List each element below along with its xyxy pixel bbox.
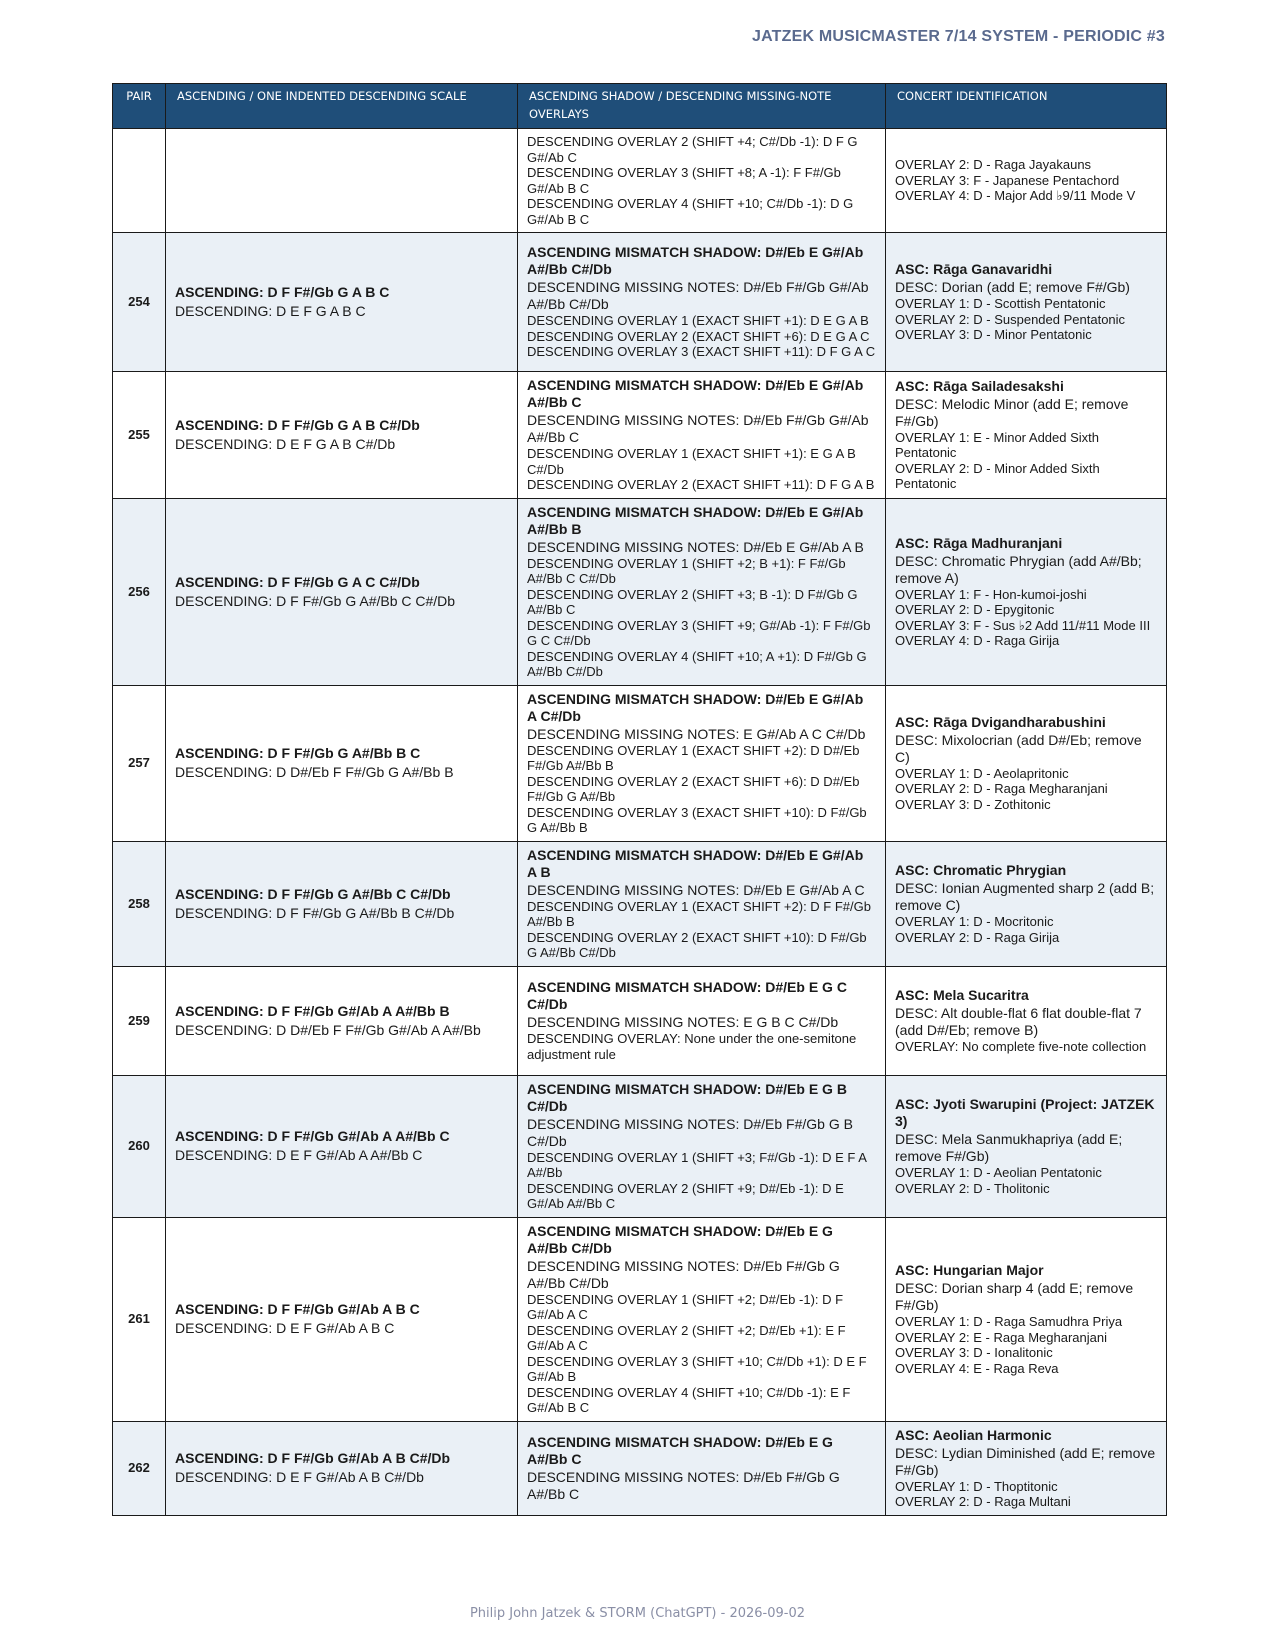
- pair-number: 258: [113, 841, 166, 966]
- desc-identification: DESC: Alt double-flat 6 flat double-flat 7 (add D#/Eb; remove B): [895, 1004, 1142, 1038]
- concert-cell: [886, 1075, 1167, 1217]
- overlay-line: DESCENDING OVERLAY 1 (SHIFT +2; B +1): F F#/Gb A#/Bb C C#/Db: [527, 555, 846, 586]
- concert-cell: [886, 372, 1167, 499]
- scale-cell: [166, 498, 518, 685]
- overlay-line: DESCENDING OVERLAY 3 (EXACT SHIFT +11): D F G A C: [527, 344, 876, 360]
- shadow-cell: [518, 498, 886, 685]
- table-row: [113, 685, 1167, 841]
- pair-cell: [113, 129, 166, 233]
- overlay-line: DESCENDING OVERLAY 1 (EXACT SHIFT +1): D E G A B: [527, 313, 869, 329]
- scale-cell: [166, 841, 518, 966]
- missing-notes: DESCENDING MISSING NOTES: E G#/Ab A C C#/Db: [527, 725, 866, 742]
- missing-notes: DESCENDING MISSING NOTES: E G B C C#/Db: [527, 1014, 839, 1030]
- concert-cell: [886, 966, 1167, 1075]
- table-row: [113, 1075, 1167, 1217]
- overlay-id: OVERLAY 3: D - Zothitonic: [895, 796, 1051, 812]
- mismatch-shadow: ASCENDING MISMATCH SHADOW: D#/Eb E G#/Ab A#/Bb C#/Db: [527, 244, 864, 278]
- scale-cell: [166, 129, 518, 233]
- asc-identification: ASC: Rāga Ganavaridhi: [895, 261, 1053, 278]
- overlay-id: OVERLAY 1: D - Aeolapritonic: [895, 765, 1069, 781]
- ascending-scale: ASCENDING: D F F#/Gb G A B C: [175, 284, 390, 300]
- overlay-id: OVERLAY 2: D - Epygitonic: [895, 602, 1055, 617]
- overlay-id: OVERLAY 2: D - Raga Girija: [895, 929, 1060, 945]
- descending-scale: DESCENDING: D F F#/Gb G A#/Bb C C#/Db: [175, 592, 456, 609]
- overlay-id: OVERLAY 2: D - Tholitonic: [895, 1180, 1050, 1196]
- concert-cell: [886, 841, 1167, 966]
- overlay-line: DESCENDING OVERLAY 3 (SHIFT +9; G#/Ab -1): F F#/Gb G C C#/Db: [527, 617, 871, 648]
- shadow-cell: [518, 841, 886, 966]
- column-header-shadow: ASCENDING SHADOW / DESCENDING MISSING-NOTE OVERLAYS: [518, 84, 886, 129]
- mismatch-shadow: ASCENDING MISMATCH SHADOW: D#/Eb E G A#/Bb C: [527, 1433, 833, 1467]
- pair-number: 259: [113, 966, 166, 1075]
- descending-scale: DESCENDING: D E F G A B C: [175, 303, 366, 319]
- scale-pairs-table: [112, 83, 1167, 1516]
- scale-cell: [166, 685, 518, 841]
- concert-cell: [886, 233, 1167, 372]
- shadow-cell: [518, 372, 886, 499]
- overlay-id: OVERLAY 2: E - Raga Megharanjani: [895, 1329, 1107, 1345]
- overlay-id: OVERLAY 1: D - Aeolian Pentatonic: [895, 1165, 1102, 1180]
- overlay-line: DESCENDING OVERLAY 3 (SHIFT +10; C#/Db +1): D E F G#/Ab B: [527, 1353, 867, 1384]
- overlay-line: DESCENDING OVERLAY 1 (EXACT SHIFT +2): D D#/Eb F#/Gb A#/Bb B: [527, 742, 860, 773]
- missing-notes: DESCENDING MISSING NOTES: D#/Eb E G#/Ab A B: [527, 538, 864, 555]
- desc-identification: DESC: Chromatic Phrygian (add A#/Bb; remove A): [895, 552, 1142, 586]
- concert-cell: [886, 1421, 1167, 1515]
- overlay-line: DESCENDING OVERLAY 2 (EXACT SHIFT +6): D E G A C: [527, 328, 870, 344]
- scale-cell: [166, 966, 518, 1075]
- asc-identification: ASC: Mela Sucaritra: [895, 986, 1029, 1003]
- asc-identification: ASC: Rāga Madhuranjani: [895, 534, 1063, 551]
- page-title: JATZEK MUSICMASTER 7/14 SYSTEM - PERIODIC #3: [751, 28, 1165, 45]
- ascending-scale: ASCENDING: D F F#/Gb G#/Ab A A#/Bb B: [175, 1002, 450, 1019]
- ascending-scale: ASCENDING: D F F#/Gb G#/Ab A B C#/Db: [175, 1450, 451, 1466]
- overlay-id: OVERLAY 3: D - Minor Pentatonic: [895, 327, 1092, 343]
- table-row: [113, 841, 1167, 966]
- overlay-id: OVERLAY 4: D - Major Add ♭9/11 Mode V: [895, 188, 1136, 204]
- asc-identification: ASC: Hungarian Major: [895, 1262, 1044, 1278]
- ascending-scale: ASCENDING: D F F#/Gb G A#/Bb B C: [175, 745, 421, 761]
- descending-scale: DESCENDING: D D#/Eb F F#/Gb G A#/Bb B: [175, 764, 454, 780]
- missing-notes: DESCENDING MISSING NOTES: D#/Eb F#/Gb G#/Ab A#/Bb C#/Db: [527, 279, 869, 313]
- overlay-line: DESCENDING OVERLAY 2 (EXACT SHIFT +10): D F#/Gb G A#/Bb C#/Db: [527, 929, 867, 960]
- mismatch-shadow: ASCENDING MISMATCH SHADOW: D#/Eb E G#/Ab A#/Bb B: [527, 503, 864, 537]
- overlay-id: OVERLAY 1: D - Scottish Pentatonic: [895, 296, 1106, 312]
- ascending-scale: ASCENDING: D F F#/Gb G#/Ab A A#/Bb C: [175, 1128, 450, 1144]
- overlay-id: OVERLAY 2: D - Raga Megharanjani: [895, 781, 1108, 797]
- table-row: [113, 498, 1167, 685]
- continuation-row: [113, 129, 1167, 233]
- overlay-line: DESCENDING OVERLAY 1 (SHIFT +2; D#/Eb -1): D F G#/Ab A C: [527, 1291, 844, 1322]
- overlay-line: DESCENDING OVERLAY 2 (SHIFT +4; C#/Db -1): D F G G#/Ab C: [527, 134, 858, 165]
- overlay-id: OVERLAY 2: D - Raga Jayakauns: [895, 157, 1092, 173]
- overlay-id: OVERLAY 1: E - Minor Added Sixth Pentatonic: [895, 429, 1100, 461]
- desc-identification: DESC: Dorian sharp 4 (add E; remove F#/Gb): [895, 1280, 1134, 1313]
- descending-scale: DESCENDING: D E F G#/Ab A B C: [175, 1320, 395, 1336]
- table-row: [113, 372, 1167, 499]
- overlay-line: DESCENDING OVERLAY: None under the one-semitone adjustment rule: [527, 1031, 857, 1062]
- scale-cell: [166, 1217, 518, 1421]
- asc-identification: ASC: Chromatic Phrygian: [895, 862, 1067, 878]
- shadow-cell: [518, 233, 886, 372]
- table-row: [113, 1217, 1167, 1421]
- concert-cell: [886, 685, 1167, 841]
- shadow-cell: [518, 966, 886, 1075]
- shadow-cell: [518, 1075, 886, 1217]
- overlay-line: DESCENDING OVERLAY 3 (SHIFT +8; A -1): F F#/Gb G#/Ab B C: [527, 165, 841, 196]
- overlay-id: OVERLAY 2: D - Minor Added Sixth Pentatonic: [895, 460, 1100, 492]
- desc-identification: DESC: Dorian (add E; remove F#/Gb): [895, 279, 1130, 296]
- shadow-cell: [518, 129, 886, 233]
- ascending-scale: ASCENDING: D F F#/Gb G A#/Bb C C#/Db: [175, 885, 451, 902]
- descending-scale: DESCENDING: D D#/Eb F F#/Gb G#/Ab A A#/Bb: [175, 1021, 481, 1038]
- overlay-id: OVERLAY 1: D - Thoptitonic: [895, 1478, 1058, 1494]
- table-row: [113, 966, 1167, 1075]
- table-row: [113, 233, 1167, 372]
- overlay-id: OVERLAY 4: D - Raga Girija: [895, 633, 1060, 648]
- overlay-id: OVERLAY 3: F - Japanese Pentachord: [895, 172, 1120, 188]
- column-header-scale: ASCENDING / ONE INDENTED DESCENDING SCALE: [166, 84, 518, 129]
- concert-cell: [886, 129, 1167, 233]
- ascending-scale: ASCENDING: D F F#/Gb G A B C#/Db: [175, 416, 420, 433]
- mismatch-shadow: ASCENDING MISMATCH SHADOW: D#/Eb E G A#/Bb C#/Db: [527, 1222, 833, 1256]
- pair-number: 262: [113, 1421, 166, 1515]
- table-body: [113, 129, 1167, 1516]
- missing-notes: DESCENDING MISSING NOTES: D#/Eb F#/Gb G A#/Bb C#/Db: [527, 1257, 840, 1291]
- overlay-line: DESCENDING OVERLAY 2 (EXACT SHIFT +6): D D#/Eb F#/Gb G A#/Bb: [527, 773, 860, 804]
- descending-scale: DESCENDING: D E F G#/Ab A B C#/Db: [175, 1469, 424, 1485]
- mismatch-shadow: ASCENDING MISMATCH SHADOW: D#/Eb E G#/Ab A#/Bb C: [527, 377, 864, 410]
- overlay-id: OVERLAY 2: D - Raga Multani: [895, 1494, 1071, 1509]
- pair-number: 257: [113, 685, 166, 841]
- desc-identification: DESC: Lydian Diminished (add E; remove F#/Gb): [895, 1444, 1156, 1478]
- pair-number: 261: [113, 1217, 166, 1421]
- overlay-id: OVERLAY 3: D - Ionalitonic: [895, 1345, 1053, 1360]
- mismatch-shadow: ASCENDING MISMATCH SHADOW: D#/Eb E G#/Ab A B: [527, 846, 864, 880]
- shadow-cell: [518, 1421, 886, 1515]
- ascending-scale: ASCENDING: D F F#/Gb G A C C#/Db: [175, 573, 420, 590]
- overlay-line: DESCENDING OVERLAY 1 (EXACT SHIFT +1): E G A B C#/Db: [527, 446, 856, 477]
- desc-identification: DESC: Ionian Augmented sharp 2 (add B; remove C): [895, 880, 1155, 913]
- ascending-scale: ASCENDING: D F F#/Gb G#/Ab A B C: [175, 1301, 420, 1317]
- overlay-id: OVERLAY: No complete five-note collection: [895, 1038, 1147, 1054]
- table-row: [113, 1421, 1167, 1515]
- overlay-id: OVERLAY 1: F - Hon-kumoi-joshi: [895, 586, 1087, 602]
- descending-scale: DESCENDING: D E F G A B C#/Db: [175, 435, 396, 452]
- shadow-cell: [518, 1217, 886, 1421]
- missing-notes: DESCENDING MISSING NOTES: D#/Eb F#/Gb G B C#/Db: [527, 1115, 853, 1149]
- desc-identification: DESC: Mela Sanmukhapriya (add E; remove F#/Gb): [895, 1131, 1123, 1164]
- pair-number: 254: [113, 233, 166, 372]
- descending-scale: DESCENDING: D E F G#/Ab A A#/Bb C: [175, 1147, 423, 1163]
- overlay-id: OVERLAY 2: D - Suspended Pentatonic: [895, 311, 1126, 327]
- overlay-id: OVERLAY 1: D - Mocritonic: [895, 914, 1054, 929]
- overlay-line: DESCENDING OVERLAY 2 (SHIFT +2; D#/Eb +1): E F G#/Ab A C: [527, 1322, 846, 1353]
- mismatch-shadow: ASCENDING MISMATCH SHADOW: D#/Eb E G#/Ab A C#/Db: [527, 690, 864, 724]
- scale-cell: [166, 1075, 518, 1217]
- missing-notes: DESCENDING MISSING NOTES: D#/Eb F#/Gb G A#/Bb C: [527, 1468, 840, 1502]
- missing-notes: DESCENDING MISSING NOTES: D#/Eb E G#/Ab A C: [527, 881, 865, 898]
- desc-identification: DESC: Mixolocrian (add D#/Eb; remove C): [895, 731, 1142, 765]
- asc-identification: ASC: Rāga Dvigandharabushini: [895, 713, 1106, 730]
- asc-identification: ASC: Aeolian Harmonic: [895, 1426, 1052, 1443]
- shadow-cell: [518, 685, 886, 841]
- overlay-line: DESCENDING OVERLAY 3 (EXACT SHIFT +10): D F#/Gb G A#/Bb B: [527, 804, 867, 835]
- overlay-id: OVERLAY 1: D - Raga Samudhra Priya: [895, 1314, 1123, 1329]
- descending-scale: DESCENDING: D F F#/Gb G A#/Bb B C#/Db: [175, 904, 455, 921]
- missing-notes: DESCENDING MISSING NOTES: D#/Eb F#/Gb G#/Ab A#/Bb C: [527, 412, 869, 445]
- overlay-line: DESCENDING OVERLAY 2 (EXACT SHIFT +11): D F G A B: [527, 477, 875, 492]
- concert-cell: [886, 1217, 1167, 1421]
- asc-identification: ASC: Jyoti Swarupini (Project: JATZEK 3): [895, 1096, 1155, 1129]
- desc-identification: DESC: Melodic Minor (add E; remove F#/Gb): [895, 395, 1129, 429]
- table-header-row: [113, 84, 1167, 129]
- mismatch-shadow: ASCENDING MISMATCH SHADOW: D#/Eb E G B C#/Db: [527, 1080, 847, 1114]
- mismatch-shadow: ASCENDING MISMATCH SHADOW: D#/Eb E G C C#/Db: [527, 979, 847, 1012]
- overlay-id: OVERLAY 3: F - Sus ♭2 Add 11/#11 Mode III: [895, 617, 1151, 633]
- overlay-line: DESCENDING OVERLAY 1 (EXACT SHIFT +2): D F F#/Gb A#/Bb B: [527, 898, 871, 929]
- overlay-line: DESCENDING OVERLAY 2 (SHIFT +3; B -1): D F#/Gb G A#/Bb C: [527, 586, 858, 617]
- column-header-concert: CONCERT IDENTIFICATION: [886, 84, 1167, 129]
- scale-cell: [166, 233, 518, 372]
- overlay-line: DESCENDING OVERLAY 2 (SHIFT +9; D#/Eb -1): D E G#/Ab A#/Bb C: [527, 1180, 844, 1211]
- page-footer: Philip John Jatzek & STORM (ChatGPT) - 2026-09-02: [469, 1606, 806, 1621]
- overlay-id: OVERLAY 4: E - Raga Reva: [895, 1360, 1059, 1376]
- concert-cell: [886, 498, 1167, 685]
- pair-number: 256: [113, 498, 166, 685]
- overlay-line: DESCENDING OVERLAY 4 (SHIFT +10; C#/Db -1): D G G#/Ab B C: [527, 196, 854, 227]
- asc-identification: ASC: Rāga Sailadesakshi: [895, 377, 1064, 394]
- scale-cell: [166, 372, 518, 499]
- overlay-line: DESCENDING OVERLAY 4 (SHIFT +10; A +1): D F#/Gb G A#/Bb C#/Db: [527, 648, 867, 679]
- overlay-line: DESCENDING OVERLAY 1 (SHIFT +3; F#/Gb -1): D E F A A#/Bb: [527, 1149, 867, 1180]
- overlay-line: DESCENDING OVERLAY 4 (SHIFT +10; C#/Db -1): E F G#/Ab B C: [527, 1384, 851, 1415]
- scale-cell: [166, 1421, 518, 1515]
- column-header-pair: PAIR: [113, 84, 166, 129]
- pair-number: 260: [113, 1075, 166, 1217]
- pair-number: 255: [113, 372, 166, 499]
